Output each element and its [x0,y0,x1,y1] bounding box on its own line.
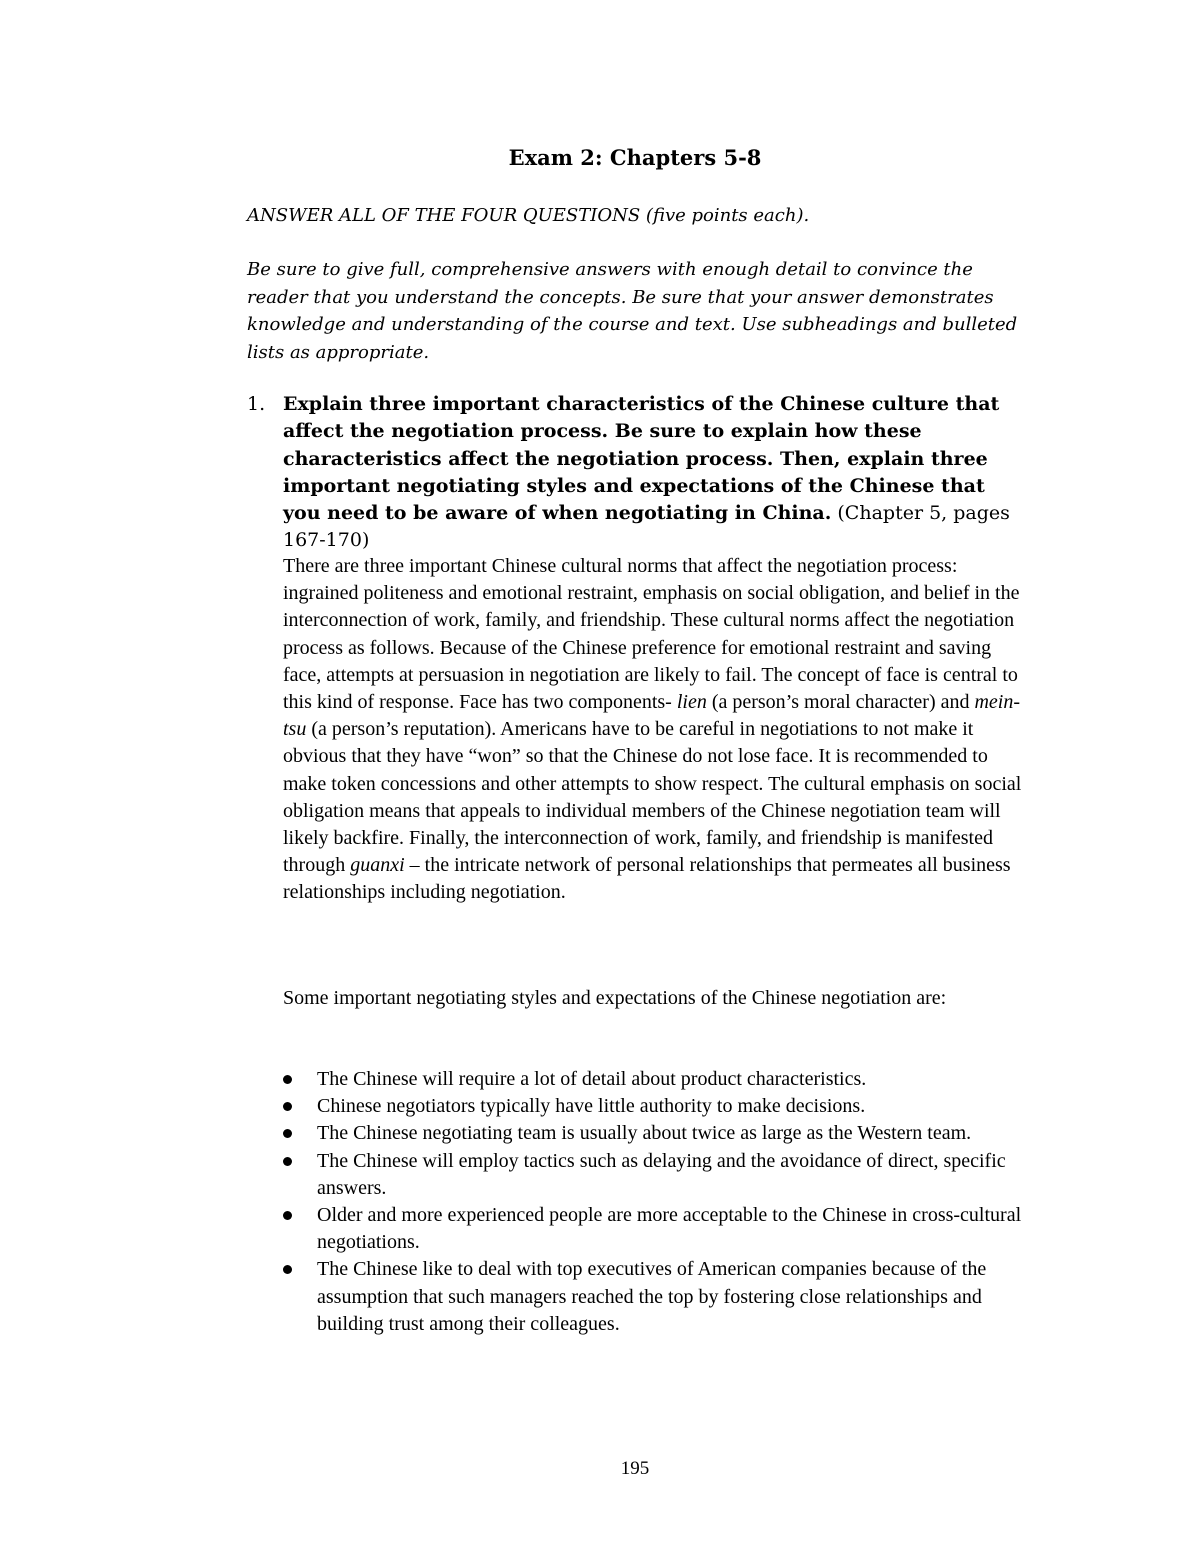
bullet-icon [283,1102,292,1111]
list-item [283,1120,1028,1147]
list-item-text: Chinese negotiators typically have little authority to make decisions. [317,1095,866,1118]
list-item [283,1093,1028,1120]
list-item-text: The Chinese like to deal with top executives of American companies because of the assumption that such managers reached the top by fostering close relationships and building trust among their colleagues. [317,1258,987,1335]
answer-text: (a person’s moral character) and [706,691,975,714]
term-mein-tsu: mein-tsu [283,691,1021,741]
question-citation: (Chapter 5, pages 167-170) [283,502,1010,552]
term-lien: lien [676,691,707,714]
bullet-icon [283,1211,292,1220]
bullet-icon [283,1265,292,1274]
answer-paragraph-1 [283,553,1028,907]
answer-text: – the intricate network of personal relationships that permeates all business relationships including negotiation. [283,854,1011,904]
list-item [283,1066,1028,1093]
list-item [283,1256,1028,1338]
list-item [283,1202,1028,1256]
answer-text: There are three important Chinese cultural norms that affect the negotiation process: ingrained politeness and emotional restraint, emphasis on social obligation, and belief in the interconnection of work, family, and friendship. These cultural norms affect the negotiation process as follows. Because of the Chinese preference for emotional restraint and saving face, attempts at persuasion in negotiation are likely to fail. The concept of face is central to this kind of response. Face has two components- [283,555,1020,714]
list-item-text: Older and more experienced people are more acceptable to the Chinese in cross-cultural negotiations. [317,1204,1022,1254]
bullet-icon [283,1129,292,1138]
answer-paragraph-2: Some important negotiating styles and expectations of the Chinese negotiation are: [283,987,947,1009]
question-number: 1. [247,393,266,415]
page-number: 195 [620,1458,650,1479]
answer-text: (a person’s reputation). Americans have to be careful in negotiations to not make it obvious that they have “won” so that the Chinese do not lose face. It is recommended to make token concessions and other attempts to show respect. The cultural emphasis on social obligation means that appeals to individual members of the Chinese negotiation team will likely backfire. Finally, the interconnection of work, family, and friendship is manifested through [283,718,1022,877]
list-item-text: The Chinese negotiating team is usually about twice as large as the Western team. [317,1122,972,1145]
question-text [283,391,1028,555]
list-item [283,1148,1028,1202]
bullet-icon [283,1075,292,1084]
list-item-text: The Chinese will require a lot of detail about product characteristics. [317,1068,867,1090]
question-prompt: Explain three important characteristics of the Chinese culture that affect the negotiation process. Be sure to explain how these characteristics affect the negotiation process. Then, explain three important negotiating styles and expectations of the Chinese that you need to be aware of when negotiating in China. [283,393,1000,525]
list-item-text: The Chinese will employ tactics such as delaying and the avoidance of direct, specific answers. [317,1149,1006,1199]
page-title: Exam 2: Chapters 5-8 [508,145,762,170]
instructions-line-2: Be sure to give full, comprehensive answers with enough detail to convince the reader that you understand the concepts. Be sure that your answer demonstrates knowledge and understanding of the course and text. Use subheadings and bulleted lists as appropriate. [247,259,1018,363]
bullet-icon [283,1157,292,1166]
instructions-line-1: ANSWER ALL OF THE FOUR QUESTIONS (five points each). [247,205,810,226]
bullet-list [283,1066,1028,1338]
term-guanxi: guanxi [350,854,405,877]
